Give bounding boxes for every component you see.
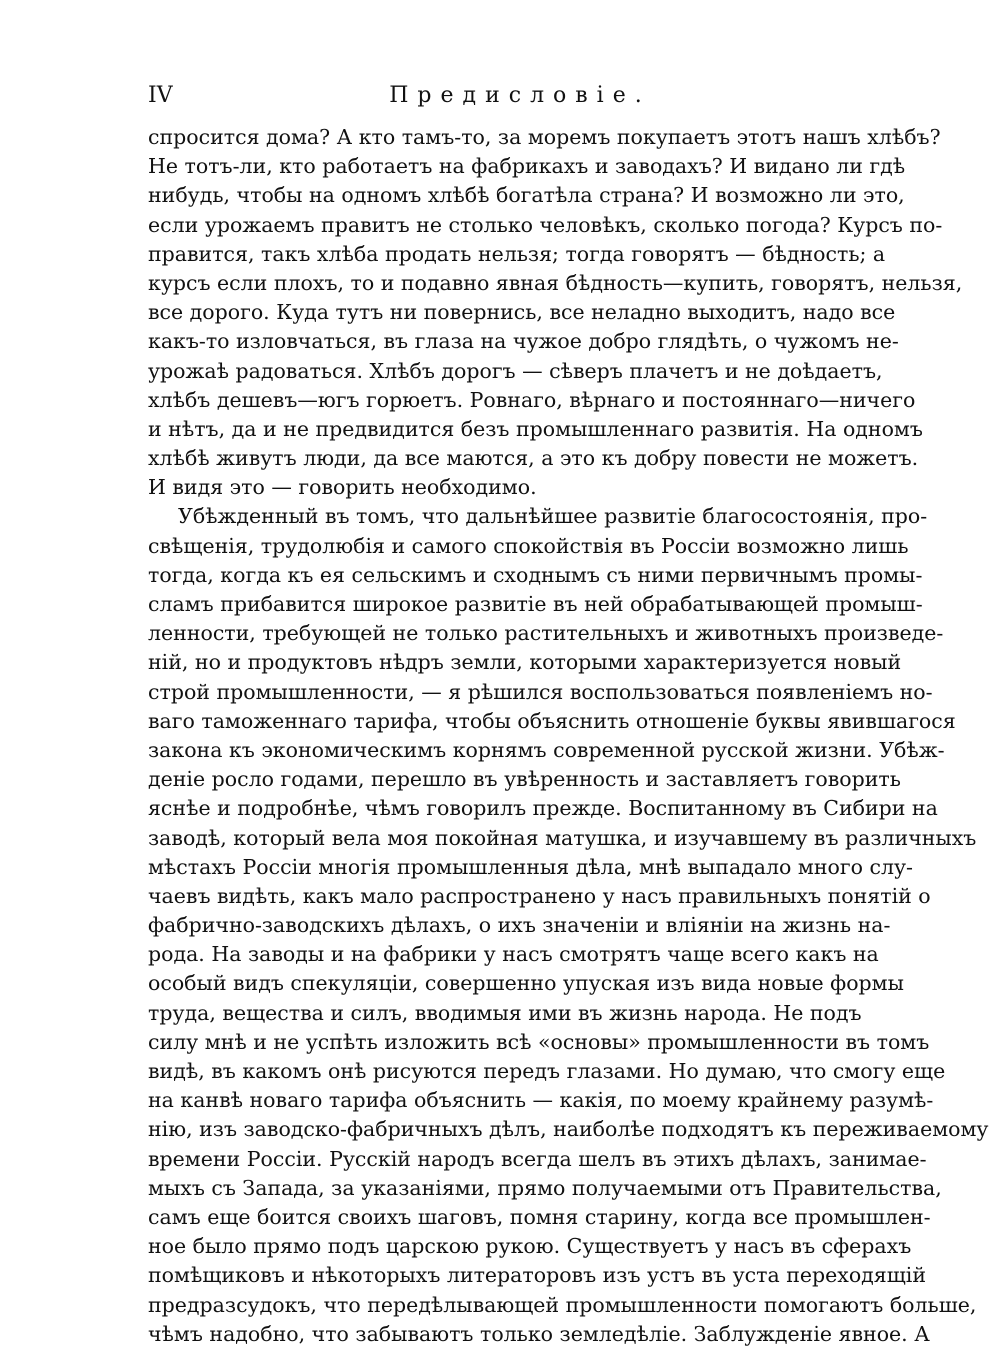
- text-line: если урожаемъ правитъ не столько человѣкъ, сколько погода? Курсъ по-: [148, 212, 943, 237]
- text-line: хлѣбъ дешевъ—югъ горюетъ. Ровнаго, вѣрнаго и постояннаго—ничего: [148, 387, 916, 412]
- text-line: силу мнѣ и не успѣть изложить всѣ «основы» промышленности въ томъ: [148, 1029, 930, 1054]
- text-line: свѣщенія, трудолюбія и самого спокойствія въ Россіи возможно лишь: [148, 533, 909, 558]
- text-line: урожаѣ радоваться. Хлѣбъ дорогъ — сѣверъ плачетъ и не доѣдаетъ,: [148, 358, 883, 383]
- text-line: закона къ экономическимъ корнямъ современной русской жизни. Убѣж-: [148, 737, 945, 762]
- text-line: И видя это — говорить необходимо.: [148, 475, 537, 500]
- text-line: фабрично-заводскихъ дѣлахъ, о ихъ значеніи и вліяніи на жизнь на-: [148, 913, 891, 938]
- text-line: тогда, когда къ ея сельскимъ и сходнымъ съ ними первичнымъ промы-: [148, 562, 923, 587]
- text-line: нибудь, чтобы на одномъ хлѣбѣ богатѣла страна? И возможно ли это,: [148, 183, 905, 208]
- text-line: сламъ прибавится широкое развитіе въ ней обрабатывающей промыш-: [148, 592, 923, 616]
- paragraph: [148, 123, 963, 502]
- text-line: спросится дома? А кто тамъ-то, за моремъ покупаетъ этотъ нашъ хлѣбъ?: [148, 125, 941, 149]
- text-line: правится, такъ хлѣба продать нельзя; тогда говорятъ — бѣдность; а: [148, 241, 886, 266]
- text-line: видѣ, въ какомъ онѣ рисуются передъ глазами. Но думаю, что смогу еще: [148, 1059, 946, 1083]
- text-line: мѣстахъ Россіи многія промышленныя дѣла, мнѣ выпадало много слу-: [148, 854, 913, 879]
- text-line: чѣмъ надобно, что забываютъ только земледѣліе. Заблужденіе явное. А: [148, 1321, 930, 1346]
- text-line: мыхъ съ Запада, за указаніями, прямо получаемыми отъ Правительства,: [148, 1175, 942, 1200]
- text-line: чаевъ видѣть, какъ мало распространено у насъ правильныхъ понятій о: [148, 883, 931, 908]
- text-line: деніе росло годами, перешло въ увѣренность и заставляетъ говорить: [148, 767, 901, 792]
- text-line: строй промышленности, — я рѣшился воспользоваться появленіемъ но-: [148, 679, 933, 704]
- text-line: нію, изъ заводско-фабричныхъ дѣлъ, наиболѣе подходятъ къ переживаемому: [148, 1117, 989, 1142]
- text-line: курсъ если плохъ, то и подавно явная бѣдность—купить, говорятъ, нельзя,: [148, 270, 963, 295]
- page-header: [148, 78, 852, 114]
- page-number: IV: [148, 83, 173, 108]
- text-line: ное было прямо подъ царскою рукою. Существуетъ у насъ въ сферахъ: [148, 1234, 912, 1259]
- text-line: какъ-то изловчаться, въ глаза на чужое добро глядѣть, о чужомъ не-: [148, 329, 899, 354]
- text-line: предразсудокъ, что передѣлывающей промышленности помогаютъ больше,: [148, 1292, 977, 1317]
- text-line: времени Россіи. Русскій народъ всегда шелъ въ этихъ дѣлахъ, занимае-: [148, 1146, 927, 1171]
- text-line: и нѣтъ, да и не предвидится безъ промышленнаго развитія. На одномъ: [148, 416, 923, 441]
- text-line: особый видъ спекуляціи, совершенно упуская изъ вида новые формы: [148, 971, 904, 996]
- text-line: ній, но и продуктовъ нѣдръ земли, которыми характеризуется новый: [148, 650, 902, 675]
- text-line: ваго таможеннаго тарифа, чтобы объяснить отношеніе буквы явившагося: [148, 708, 956, 733]
- text-line: хлѣбѣ живутъ люди, да все маются, а это къ добру повести не можетъ.: [148, 446, 919, 471]
- text-line: труда, вещества и силъ, вводимыя ими въ жизнь народа. Не подъ: [148, 1000, 862, 1025]
- text-line: Убѣжденный въ томъ, что дальнѣйшее развитіе благосостоянія, про-: [178, 504, 928, 529]
- text-line: заводѣ, который вела моя покойная матушка, и изучавшему въ различныхъ: [148, 825, 977, 850]
- paragraph: [148, 502, 989, 1348]
- text-line: все дорого. Куда тутъ ни повернись, все неладно выходитъ, надо все: [148, 300, 896, 325]
- text-line: рода. На заводы и на фабрики у насъ смотрятъ чаще всего какъ на: [148, 942, 879, 967]
- running-title: Предисловіе.: [389, 83, 651, 108]
- text-line: яснѣе и подробнѣе, чѣмъ говорилъ прежде. Воспитанному въ Сибири на: [148, 796, 938, 821]
- text-line: ленности, требующей не только растительныхъ и животныхъ произведе-: [148, 621, 944, 646]
- body-text: [148, 123, 989, 1349]
- text-line: на канвѣ новаго тарифа объяснить — какія, по моему крайнему разумѣ-: [148, 1088, 934, 1113]
- text-line: Не тотъ-ли, кто работаетъ на фабрикахъ и заводахъ? И видано ли гдѣ: [148, 154, 906, 179]
- text-line: самъ еще боится своихъ шаговъ, помня старину, когда все промышлен-: [148, 1204, 931, 1229]
- text-line: помѣщиковъ и нѣкоторыхъ литераторовъ изъ устъ въ уста переходящій: [148, 1263, 926, 1288]
